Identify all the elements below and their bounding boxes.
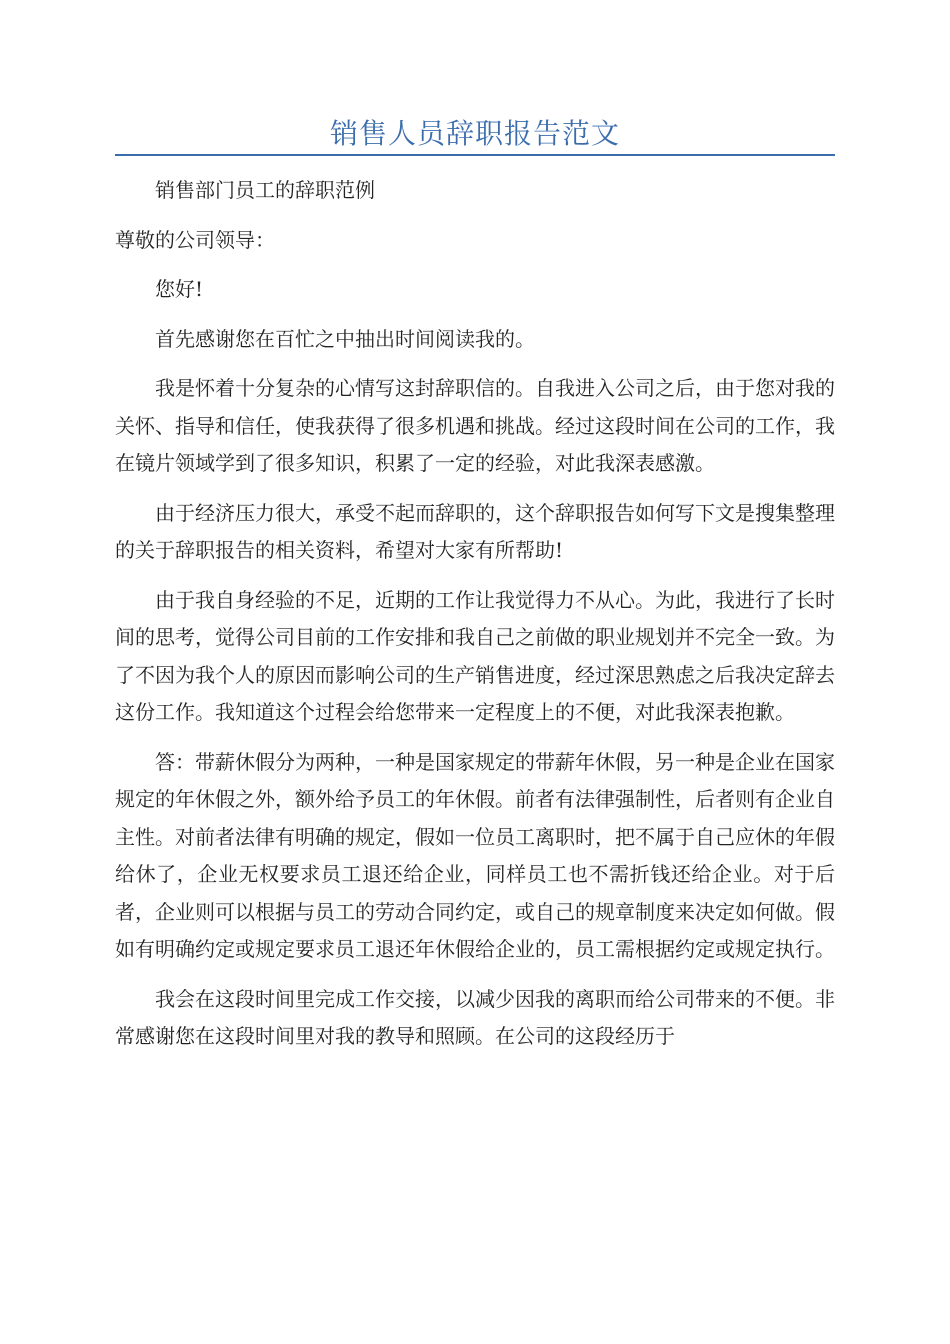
document-subtitle: 销售部门员工的辞职范例 [155,178,375,202]
salutation: 尊敬的公司领导： [115,227,275,252]
document-title: 销售人员辞职报告范文 [329,117,620,150]
body-paragraph: 由于我自身经验的不足，近期的工作让我觉得力不从心。为此，我进行了长时间的思考，觉得公司目前的工作安排和我自己之前做的职业规划并不完全一致。为了不因为我个人的原因而影响公司的生产销售进度，经过深思熟虑之后我决定辞去这份工作。我知道这个过程会给您带来一定程度上的不便，对此我深表抱歉。 [115,587,835,724]
body-paragraph: 首先感谢您在百忙之中抽出时间阅读我的。 [155,326,535,351]
body-paragraph: 由于经济压力很大，承受不起而辞职的，这个辞职报告如何写下文是搜集整理的关于辞职报告的相关资料，希望对大家有所帮助! [115,500,835,562]
document-body [115,172,835,1068]
body-paragraph: 我会在这段时间里完成工作交接，以减少因我的离职而给公司带来的不便。非常感谢您在这段时间里对我的教导和照顾。在公司的这段经历于 [115,986,835,1048]
body-paragraph: 答：带薪休假分为两种，一种是国家规定的带薪年休假，另一种是企业在国家规定的年休假之外，额外给予员工的年休假。前者有法律强制性，后者则有企业自主性。对前者法律有明确的规定，假如一位员工离职时，把不属于自己应休的年假给休了，企业无权要求员工退还给企业，同样员工也不需折钱还给企业。对于后者，企业则可以根据与员工的劳动合同约定，或自己的规章制度来决定如何做。假如有明确约定或规定要求员工退还年休假给企业的，员工需根据约定或规定执行。 [115,749,835,961]
greeting: 您好! [155,277,204,301]
title-underline [115,154,835,156]
body-paragraph: 我是怀着十分复杂的心情写这封辞职信的。自我进入公司之后，由于您对我的关怀、指导和信任，使我获得了很多机遇和挑战。经过这段时间在公司的工作，我在镜片领域学到了很多知识，积累了一定的经验，对此我深表感激。 [115,376,835,475]
